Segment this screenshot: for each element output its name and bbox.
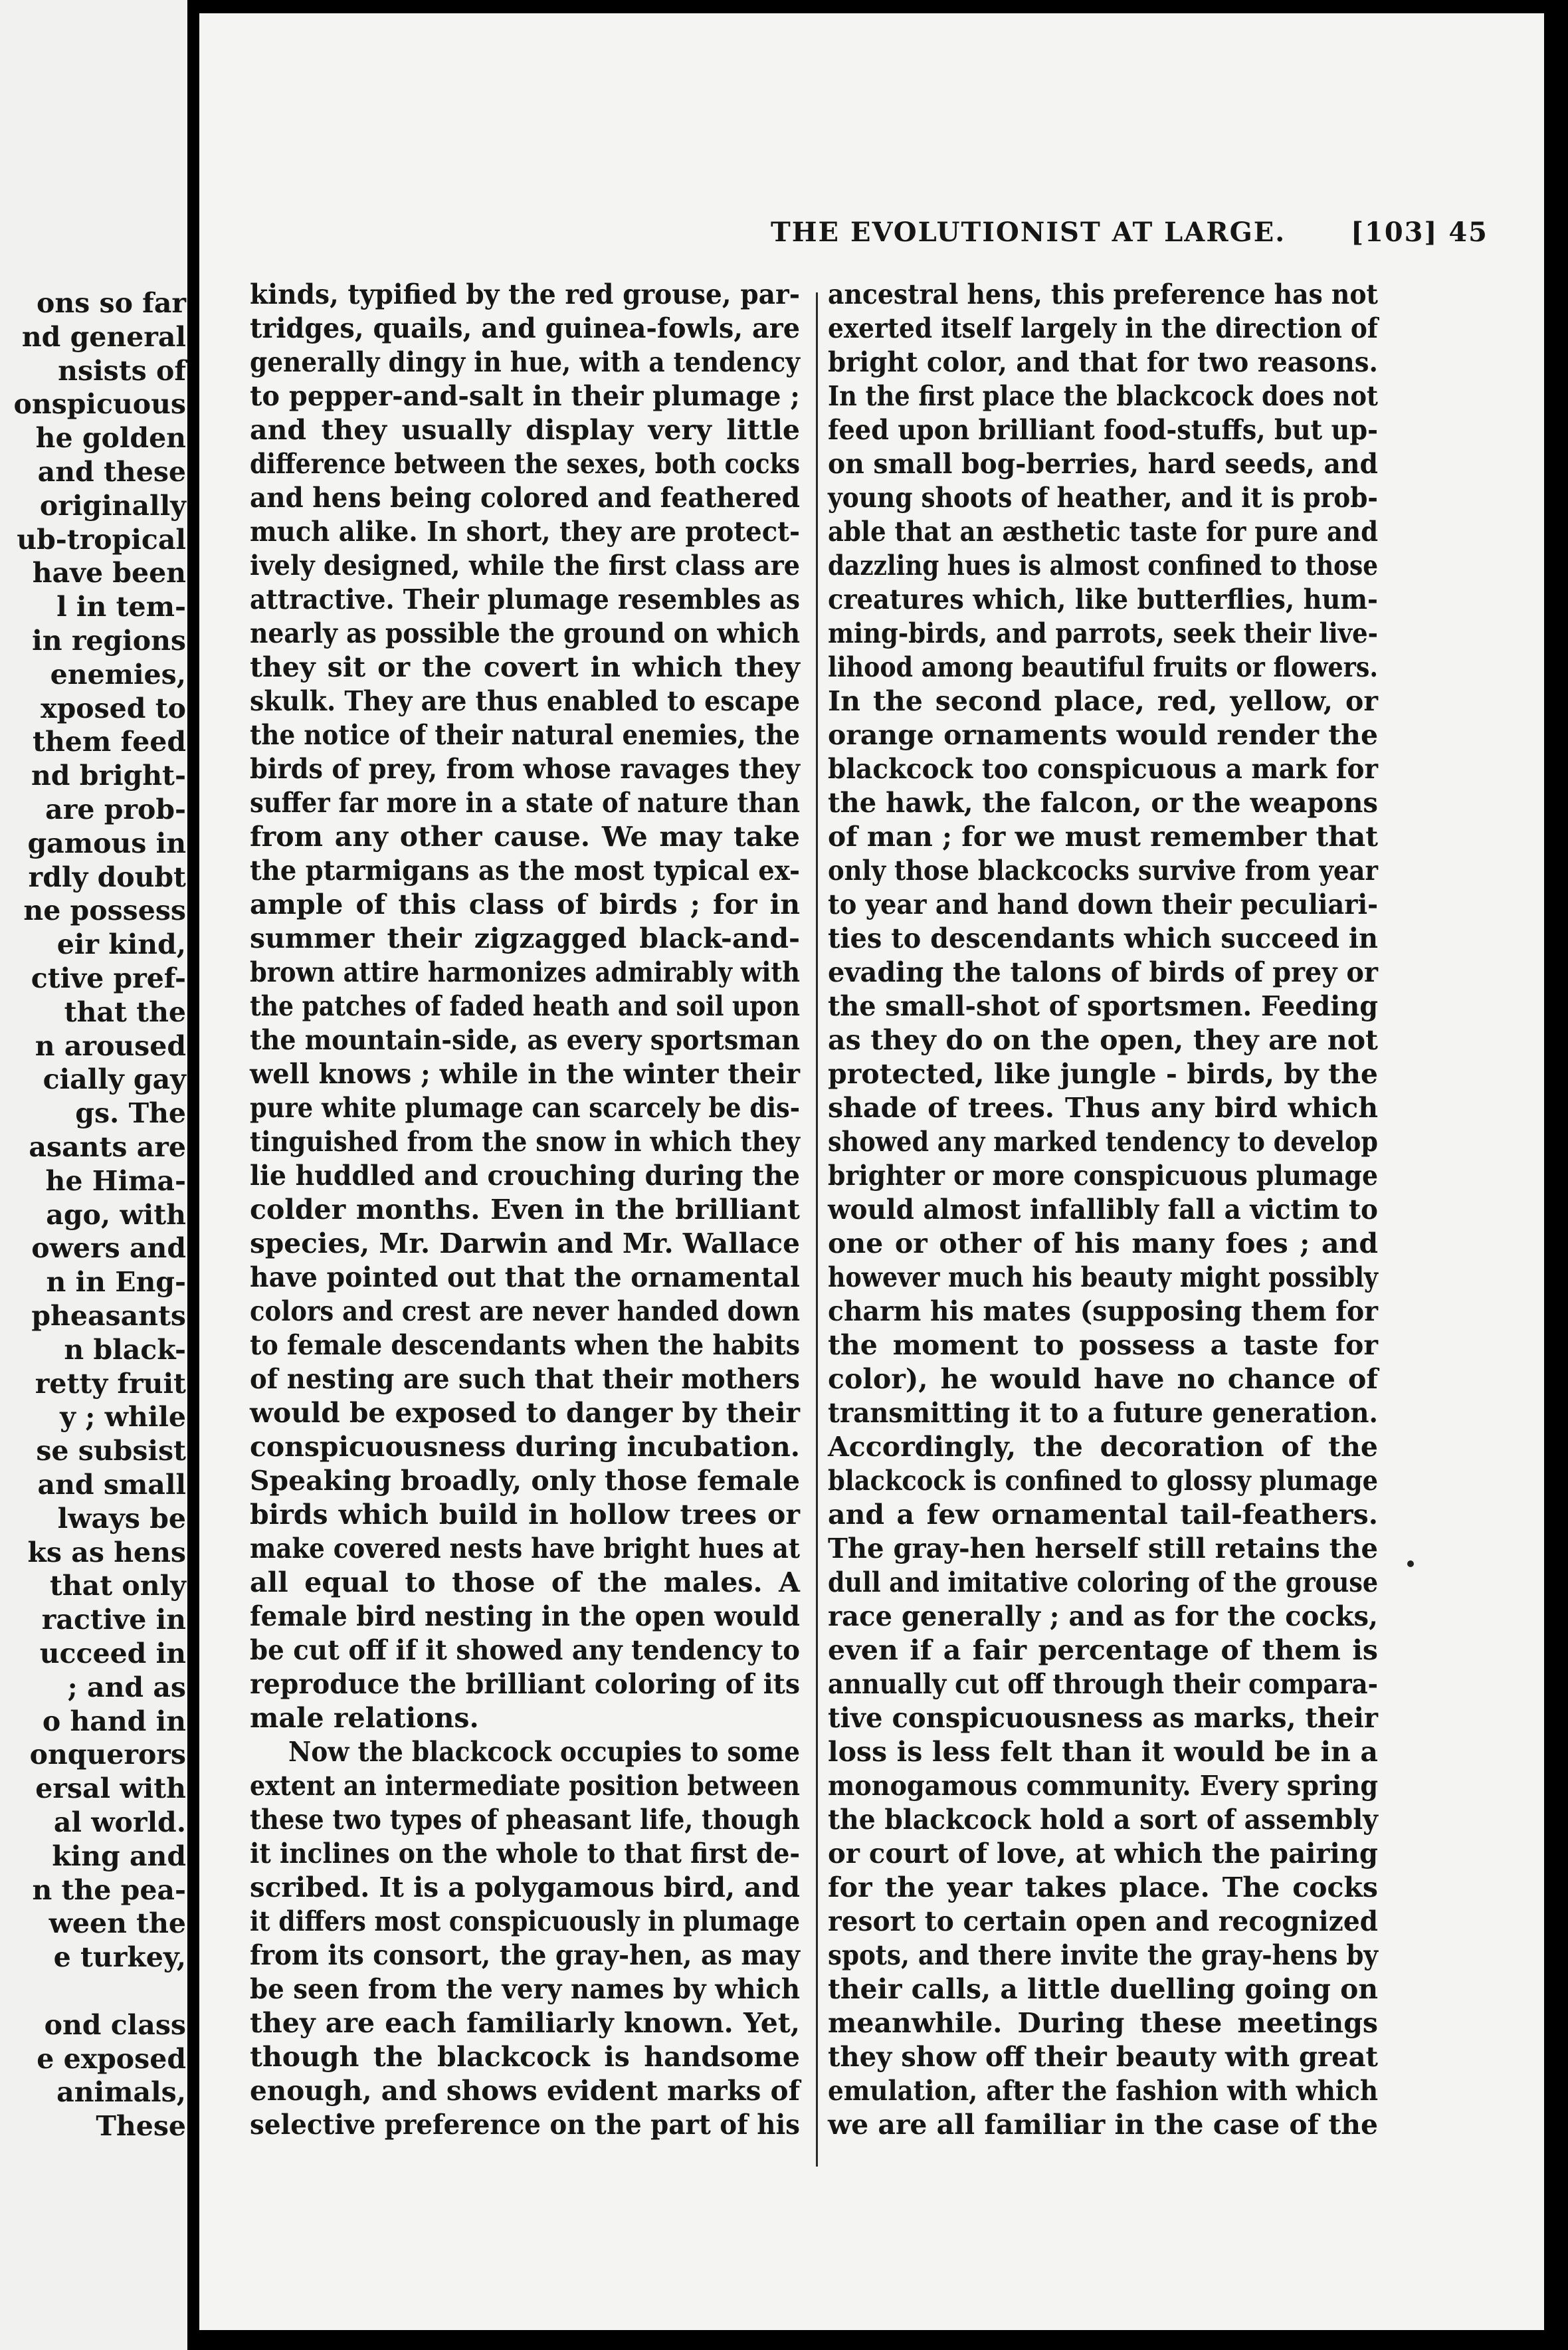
- prev-page-fragment: animals,: [56, 2076, 186, 2109]
- text-line: their calls, a little duelling going on: [828, 1973, 1378, 2005]
- text-line: would be exposed to danger by their: [250, 1397, 800, 1429]
- prev-page-fragment: gamous in: [27, 827, 186, 859]
- text-line: Speaking broadly, only those female: [250, 1465, 800, 1497]
- prev-page-fragment: cially gay: [43, 1063, 186, 1096]
- prev-page-fragment: n the pea-: [32, 1873, 186, 1906]
- text-line: blackcock too conspicuous a mark for: [828, 753, 1378, 785]
- prev-page-fragment: o hand in: [42, 1705, 186, 1737]
- prev-page-fragment: pheasants: [31, 1300, 186, 1332]
- text-line: Accordingly, the decoration of the: [828, 1431, 1378, 1463]
- book-page: [199, 13, 1544, 2330]
- prev-page-fragment: ago, with: [46, 1198, 186, 1231]
- right-column: [828, 278, 1378, 2142]
- text-line: they sit or the covert in which they: [250, 651, 800, 683]
- text-line: ample of this class of birds ; for in: [250, 889, 800, 920]
- text-line: orange ornaments would render the: [828, 719, 1378, 751]
- text-line: exerted itself largely in the direction of: [828, 312, 1378, 344]
- text-line: In the second place, red, yellow, or: [828, 685, 1378, 717]
- text-line: tridges, quails, and guinea-fowls, are: [250, 312, 800, 344]
- column-rule: [816, 292, 818, 2167]
- text-line: the mountain-side, as every sportsman: [250, 1024, 800, 1056]
- prev-page-fragment: gs. The: [75, 1097, 186, 1130]
- text-line: ively designed, while the first class are: [250, 550, 800, 582]
- prev-page-fragment: ons so far: [36, 287, 186, 319]
- prev-page-fragment: ; and as: [67, 1671, 186, 1703]
- text-line: be cut off if it showed any tendency to: [250, 1634, 800, 1666]
- text-line: enough, and shows evident marks of: [250, 2075, 800, 2107]
- text-line: colder months. Even in the brilliant: [250, 1194, 800, 1226]
- text-line: suffer far more in a state of nature than: [250, 787, 800, 819]
- text-line: male relations.: [250, 1702, 479, 1734]
- text-line: to pepper-and-salt in their plumage ;: [250, 380, 800, 412]
- text-line: of man ; for we must remember that: [828, 821, 1378, 853]
- prev-page-fragment: owers and: [31, 1232, 186, 1265]
- running-title: THE EVOLUTIONIST AT LARGE.: [771, 217, 1286, 248]
- text-line: dull and imitative coloring of the grouse: [828, 1566, 1378, 1598]
- text-line: feed upon brilliant food-stuffs, but up-: [828, 414, 1378, 446]
- text-line: to year and hand down their peculiari-: [828, 889, 1378, 920]
- prev-page-fragment: ucceed in: [39, 1638, 186, 1669]
- prev-page-fragment: ond class: [44, 2008, 186, 2041]
- prev-page-fragment: ween the: [49, 1907, 186, 1940]
- text-line: ancestral hens, this preference has not: [828, 278, 1378, 310]
- text-line: birds of prey, from whose ravages they: [250, 753, 800, 785]
- text-line: shade of trees. Thus any bird which: [828, 1092, 1378, 1124]
- text-line: colors and crest are never handed down: [250, 1295, 800, 1327]
- prev-page-fragment: lways be: [57, 1502, 186, 1535]
- prev-page-fragment: onspicuous: [13, 388, 186, 421]
- text-line: pure white plumage can scarcely be dis-: [250, 1092, 800, 1124]
- text-line: the ptarmigans as the most typical ex-: [250, 855, 800, 887]
- prev-page-fragment: that the: [64, 996, 186, 1028]
- text-line: and hens being colored and feathered: [250, 482, 800, 514]
- text-line: young shoots of heather, and it is prob-: [828, 482, 1378, 514]
- text-line: even if a fair percentage of them is: [828, 1634, 1378, 1666]
- text-line: to female descendants when the habits: [250, 1329, 800, 1361]
- text-line: brighter or more conspicuous plumage: [828, 1160, 1378, 1192]
- text-line: and a few ornamental tail-feathers.: [828, 1499, 1378, 1531]
- text-line: dazzling hues is almost confined to those: [828, 550, 1378, 582]
- prev-page-fragment: nd bright-: [31, 760, 186, 792]
- text-line: skulk. They are thus enabled to escape: [250, 685, 800, 717]
- text-line: one or other of his many foes ; and: [828, 1228, 1378, 1259]
- text-line: the patches of faded heath and soil upon: [250, 990, 800, 1022]
- text-line: make covered nests have bright hues at: [250, 1533, 800, 1564]
- text-line: emulation, after the fashion with which: [828, 2075, 1378, 2107]
- left-column: [250, 278, 800, 2142]
- text-line: well knows ; while in the winter their: [250, 1058, 800, 1090]
- prev-page-fragment: them feed: [33, 726, 186, 758]
- text-line: be seen from the very names by which: [250, 1973, 800, 2005]
- text-line: loss is less felt than it would be in a: [828, 1736, 1378, 1768]
- text-line: though the blackcock is handsome: [250, 2041, 800, 2073]
- text-line: annually cut off through their compara-: [828, 1668, 1378, 1700]
- text-line: In the first place the blackcock does not: [828, 380, 1378, 412]
- text-line: for the year takes place. The cocks: [828, 1871, 1378, 1903]
- prev-page-fragment: l in tem-: [56, 591, 186, 623]
- text-line: evading the talons of birds of prey or: [828, 956, 1378, 988]
- text-line: blackcock is confined to glossy plumage: [828, 1465, 1378, 1497]
- page-number: [103] 45: [1351, 217, 1488, 248]
- prev-page-fragment: n aroused: [35, 1029, 186, 1062]
- text-line: they show off their beauty with great: [828, 2041, 1378, 2073]
- prev-page-fragment: ractive in: [41, 1604, 186, 1636]
- text-line: they are each familiarly known. Yet,: [250, 2007, 800, 2039]
- text-line: on small bog-berries, hard seeds, and: [828, 448, 1378, 480]
- text-line: race generally ; and as for the cocks,: [828, 1600, 1378, 1632]
- text-line: from any other cause. We may take: [250, 821, 800, 853]
- text-line: ming-birds, and parrots, seek their live-: [828, 617, 1378, 649]
- prev-page-fragment: and small: [37, 1469, 186, 1501]
- prev-page-fragment: ks as hens: [27, 1536, 186, 1568]
- text-line: would almost infallibly fall a victim to: [828, 1194, 1378, 1226]
- prev-page-fragment: xposed to: [41, 692, 186, 724]
- text-line: color), he would have no chance of: [828, 1363, 1378, 1395]
- text-line: only those blackcocks survive from year: [828, 855, 1378, 887]
- prev-page-fragment: ctive pref-: [31, 962, 186, 994]
- prev-page-fragment: are prob-: [45, 794, 186, 825]
- text-line: summer their zigzagged black-and-: [250, 922, 800, 954]
- prev-page-fragment: he golden: [35, 422, 186, 455]
- text-line: the blackcock hold a sort of assembly: [828, 1804, 1378, 1836]
- text-line: it differs most conspicuously in plumage: [250, 1905, 800, 1937]
- prev-page-fragment: se subsist: [36, 1435, 186, 1467]
- text-line: the small-shot of sportsmen. Feeding: [828, 990, 1378, 1022]
- prev-page-fragment: e exposed: [37, 2042, 186, 2075]
- text-line: these two types of pheasant life, though: [250, 1804, 800, 1836]
- text-line: creatures which, like butterflies, hum-: [828, 584, 1378, 615]
- text-line: the notice of their natural enemies, the: [250, 719, 800, 751]
- text-line: tinguished from the snow in which they: [250, 1126, 800, 1158]
- prev-page-fragment: nd general: [21, 320, 186, 353]
- text-line: reproduce the brilliant coloring of its: [250, 1668, 800, 1700]
- prev-page-fragment: y ; while: [60, 1401, 186, 1434]
- prev-page-fragment: rdly doubt: [28, 861, 186, 893]
- text-line: spots, and there invite the gray-hens by: [828, 1939, 1378, 1971]
- prev-page-fragment: ersal with: [35, 1772, 186, 1805]
- ink-speck: [1407, 1560, 1414, 1567]
- text-line: it inclines on the whole to that first de-: [250, 1838, 800, 1869]
- text-line: lihood among beautiful fruits or flowers.: [828, 651, 1378, 683]
- text-line: brown attire harmonizes admirably with: [250, 956, 800, 988]
- text-line: The gray-hen herself still retains the: [828, 1533, 1378, 1564]
- text-line: extent an intermediate position between: [250, 1770, 800, 1802]
- text-line: generally dingy in hue, with a tendency: [250, 346, 800, 378]
- text-line: showed any marked tendency to develop: [828, 1126, 1378, 1158]
- prev-page-fragment: ub-tropical: [17, 523, 186, 556]
- text-line: monogamous community. Every spring: [828, 1770, 1378, 1802]
- prev-page-fragment: These: [96, 2110, 186, 2143]
- prev-page-fragment: retty fruit: [35, 1367, 186, 1400]
- text-line: as they do on the open, they are not: [828, 1024, 1378, 1056]
- prev-page-fragment: nsists of: [58, 354, 186, 387]
- previous-page-edge: [0, 0, 187, 2350]
- text-line: resort to certain open and recognized: [828, 1905, 1378, 1937]
- text-line: lie huddled and crouching during the: [250, 1160, 800, 1192]
- text-line: kinds, typified by the red grouse, par-: [250, 278, 800, 310]
- text-line: the hawk, the falcon, or the weapons: [828, 787, 1378, 819]
- text-line: we are all familiar in the case of the: [828, 2109, 1378, 2141]
- prev-page-fragment: king and: [52, 1840, 186, 1872]
- text-line: meanwhile. During these meetings: [828, 2007, 1378, 2039]
- text-line: and they usually display very little: [250, 414, 800, 446]
- text-line: female bird nesting in the open would: [250, 1600, 800, 1632]
- prev-page-fragment: in regions: [32, 625, 186, 657]
- text-line: have pointed out that the ornamental: [250, 1261, 800, 1293]
- prev-page-fragment: that only: [49, 1570, 186, 1602]
- prev-page-fragment: onquerors: [29, 1739, 186, 1771]
- prev-page-fragment: enemies,: [50, 658, 186, 691]
- prev-page-fragment: ne possess: [23, 895, 186, 927]
- text-line: ties to descendants which succeed in: [828, 922, 1378, 954]
- prev-page-fragment: originally: [39, 489, 186, 522]
- text-line: transmitting it to a future generation.: [828, 1397, 1378, 1429]
- prev-page-fragment: e turkey,: [53, 1941, 186, 1974]
- prev-page-fragment: n black-: [64, 1333, 186, 1366]
- text-line: conspicuousness during incubation.: [250, 1431, 800, 1463]
- text-line: protected, like jungle - birds, by the: [828, 1058, 1378, 1090]
- text-line: difference between the sexes, both cocks: [250, 448, 800, 480]
- text-line: however much his beauty might possibly: [828, 1261, 1378, 1293]
- text-line: charm his mates (supposing them for: [828, 1295, 1378, 1327]
- text-line: the moment to possess a taste for: [828, 1329, 1378, 1361]
- prev-page-fragment: asants are: [29, 1131, 186, 1163]
- text-line: scribed. It is a polygamous bird, and: [250, 1871, 800, 1903]
- text-line: Now the blackcock occupies to some: [288, 1736, 800, 1768]
- text-line: of nesting are such that their mothers: [250, 1363, 800, 1395]
- prev-page-fragment: eir kind,: [56, 928, 186, 961]
- prev-page-fragment: have been: [32, 557, 186, 589]
- text-line: nearly as possible the ground on which: [250, 617, 800, 649]
- text-line: much alike. In short, they are protect-: [250, 516, 800, 548]
- text-line: attractive. Their plumage resembles as: [250, 584, 800, 615]
- prev-page-fragment: he Hima-: [45, 1164, 186, 1197]
- text-line: from its consort, the gray-hen, as may: [250, 1939, 800, 1971]
- text-line: able that an æsthetic taste for pure and: [828, 516, 1378, 548]
- text-line: tive conspicuousness as marks, their: [828, 1702, 1378, 1734]
- prev-page-fragment: n in Eng-: [46, 1266, 186, 1299]
- text-line: selective preference on the part of his: [250, 2109, 800, 2141]
- text-line: or court of love, at which the pairing: [828, 1838, 1378, 1869]
- text-line: species, Mr. Darwin and Mr. Wallace: [250, 1228, 800, 1259]
- prev-page-fragment: al world.: [53, 1806, 186, 1838]
- text-line: all equal to those of the males. A: [250, 1566, 800, 1598]
- text-line: bright color, and that for two reasons.: [828, 346, 1378, 378]
- prev-page-fragment: and these: [37, 456, 186, 488]
- text-line: birds which build in hollow trees or: [250, 1499, 800, 1531]
